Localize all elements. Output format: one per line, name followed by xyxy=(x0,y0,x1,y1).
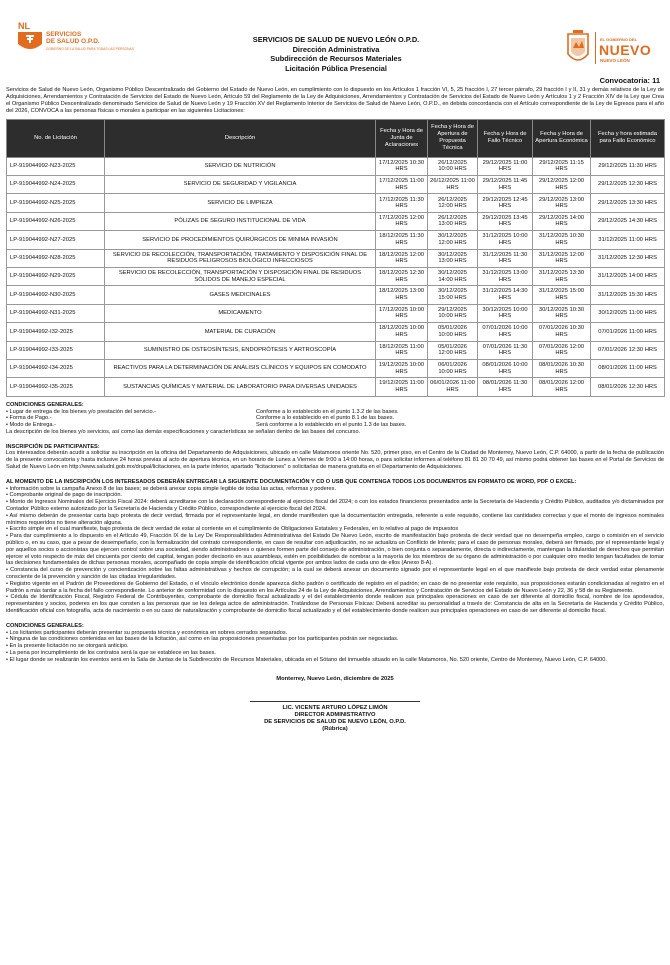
table-row xyxy=(7,249,665,267)
header-licitacion: Licitación Pública Presencial xyxy=(285,63,387,73)
cell-licitacion: LP-919044992-I34-2025 xyxy=(7,359,105,377)
list-item: • Ninguna de las condiciones contenidas en las bases de la licitación, así como en las proposiciones presentadas por los participantes podrán ser negociadas. xyxy=(6,636,664,643)
table-row xyxy=(7,378,665,396)
cell-descripcion: MATERIAL DE CURACIÓN xyxy=(105,323,376,341)
cell-apertura-tecnica: 29/12/2025 10:00 HRS xyxy=(428,304,478,322)
table-row xyxy=(7,359,665,377)
cell-junta: 18/12/2025 11:00 HRS xyxy=(376,341,428,359)
list-item: • Información sobre la campaña Anexo 8 de las bases; se deberá anexar copia simple legible de todas las actas, reformas y poderes. xyxy=(6,486,664,493)
cell-licitacion: LP-919044992-N26-2025 xyxy=(7,212,105,230)
logo-tagline: GOBIERNO DE LA SALUD PARA TODAS LAS PERSONAS xyxy=(46,47,134,51)
cell-descripcion: SERVICIO DE LIMPIEZA xyxy=(105,194,376,212)
cell-licitacion: LP-919044992-N31-2025 xyxy=(7,304,105,322)
cell-junta: 17/12/2025 10:30 HRS xyxy=(376,157,428,175)
cell-fallo-tecnico: 29/12/2025 11:00 HRS xyxy=(478,157,533,175)
header-direccion: Dirección Administrativa xyxy=(292,44,380,54)
list-item: • La pena por incumplimiento de los contratos será la que se establece en las bases. xyxy=(6,650,664,657)
table-row xyxy=(7,286,665,304)
signature-title: DIRECTOR ADMINISTRATIVO xyxy=(294,712,376,718)
cell-apertura-tecnica: 26/12/2025 10:00 HRS xyxy=(428,157,478,175)
cell-apertura-tecnica: 30/12/2025 15:00 HRS xyxy=(428,286,478,304)
cond-value: Conforme a lo establecido en el punto 8.1 de las bases. xyxy=(256,415,395,422)
cell-licitacion: LP-919044992-N25-2025 xyxy=(7,194,105,212)
cell-licitacion: LP-919044992-N29-2025 xyxy=(7,267,105,285)
cell-junta: 18/12/2025 10:00 HRS xyxy=(376,323,428,341)
cell-apertura-tecnica: 05/01/2026 12:00 HRS xyxy=(428,341,478,359)
cell-licitacion: LP-919044992-N23-2025 xyxy=(7,157,105,175)
cell-apertura-tecnica: 30/12/2025 12:00 HRS xyxy=(428,231,478,249)
cell-junta: 18/12/2025 12:30 HRS xyxy=(376,267,428,285)
col-header-licitacion: No. de Licitación xyxy=(7,119,105,157)
inscripcion-text: Los interesados deberán acudir a solicitar su inscripción en la oficina del Departamento de Adquisiciones, ubicado en calle Matamoros oriente No. 520, primer piso, en el Centro de la Ciudad de Monterrey, Nuevo León, C.P. 64000, a partir de la fecha de publicación de la presente convocatoria y hasta inclusive 24 horas previas al acto de apertura técnica, en un horario de Lunes a Viernes de 9:00 a 14:00 horas, o para solicitar informes al teléfono 81 81 30 70 49, así mismo podrá obtener las bases en el Portal de Servicios de Salud de Nuevo León en http://www.saludnl.gob.mx/drupal/licitaciones, en la parte inferior, apartado "licitaciones" o solicitarlas de manera gratuita en el Departamento de Adquisiciones. xyxy=(6,450,664,471)
cell-apertura-economica: 31/12/2025 13:30 HRS xyxy=(533,267,591,285)
servicios-salud-logo xyxy=(16,21,134,58)
cell-apertura-tecnica: 30/12/2025 14:00 HRS xyxy=(428,267,478,285)
table-row xyxy=(7,341,665,359)
signature-line xyxy=(250,701,420,702)
cell-fallo-economico: 29/12/2025 11:30 HRS xyxy=(591,157,665,175)
cell-junta: 19/12/2025 10:00 HRS xyxy=(376,359,428,377)
cell-fallo-tecnico: 31/12/2025 14:30 HRS xyxy=(478,286,533,304)
cell-apertura-economica: 08/01/2026 10:30 HRS xyxy=(533,359,591,377)
gob-line1: EL GOBIERNO DEL xyxy=(600,37,638,42)
list-item: • Comprobante original de pago de inscripción. xyxy=(6,492,664,499)
logo-line2: DE SALUD O.P.D. xyxy=(46,38,100,45)
cell-descripcion: SERVICIO DE NUTRICIÓN xyxy=(105,157,376,175)
cell-fallo-tecnico: 31/12/2025 10:00 HRS xyxy=(478,231,533,249)
cell-apertura-tecnica: 30/12/2025 13:00 HRS xyxy=(428,249,478,267)
cell-descripcion: REACTIVOS PARA LA DETERMINACIÓN DE ANÁLISIS CLÍNICOS Y EQUIPOS EN COMODATO xyxy=(105,359,376,377)
list-item: • Los licitantes participantes deberán presentar su propuesta técnica y económica en sobres cerrados separados. xyxy=(6,630,664,637)
header xyxy=(6,6,664,74)
cell-junta: 17/12/2025 12:00 HRS xyxy=(376,212,428,230)
table-row xyxy=(7,304,665,322)
cell-fallo-economico: 08/01/2026 11:00 HRS xyxy=(591,359,665,377)
cell-descripcion: SERVICIO DE RECOLECCIÓN, TRANSPORTACIÓN Y DISPOSICIÓN FINAL DE RESIDUOS SÓLIDOS DE MANEJO ESPECIAL xyxy=(105,267,376,285)
cell-descripcion: SUSTANCIAS QUÍMICAS Y MATERIAL DE LABORATORIO PARA DIVERSAS UNIDADES xyxy=(105,378,376,396)
cell-licitacion: LP-919044992-I32-2025 xyxy=(7,323,105,341)
condiciones-generales-2 xyxy=(6,623,664,664)
cond-value: Será conforme a lo establecido en el punto 1.3 de las bases. xyxy=(256,422,407,429)
cell-fallo-tecnico: 30/12/2025 10:00 HRS xyxy=(478,304,533,322)
cell-fallo-economico: 07/01/2026 11:00 HRS xyxy=(591,323,665,341)
cell-junta: 18/12/2025 11:30 HRS xyxy=(376,231,428,249)
cell-fallo-economico: 29/12/2025 12:30 HRS xyxy=(591,176,665,194)
cell-apertura-economica: 30/12/2025 10:30 HRS xyxy=(533,304,591,322)
documentacion-list xyxy=(6,486,664,615)
table-row xyxy=(7,176,665,194)
cell-apertura-economica: 08/01/2026 12:00 HRS xyxy=(533,378,591,396)
cell-fallo-tecnico: 29/12/2025 12:45 HRS xyxy=(478,194,533,212)
table-row xyxy=(7,267,665,285)
signature-name: LIC. VICENTE ARTURO LÓPEZ LIMÓN xyxy=(282,704,388,711)
cell-fallo-tecnico: 08/01/2026 11:30 HRS xyxy=(478,378,533,396)
cell-descripcion: PÓLIZAS DE SEGURO INSTITUCIONAL DE VIDA xyxy=(105,212,376,230)
convocatoria-number: Convocatoria: 11 xyxy=(599,76,660,85)
cell-apertura-economica: 29/12/2025 11:15 HRS xyxy=(533,157,591,175)
cell-junta: 17/12/2025 11:30 HRS xyxy=(376,194,428,212)
condiciones2-title: CONDICIONES GENERALES: xyxy=(6,622,84,629)
cell-apertura-tecnica: 05/01/2026 10:00 HRS xyxy=(428,323,478,341)
col-header-apertura-tecnica: Fecha y Hora de Apertura de Propuesta Técnica xyxy=(428,119,478,157)
condiciones-grid xyxy=(6,409,664,429)
cell-fallo-economico: 31/12/2025 12:30 HRS xyxy=(591,249,665,267)
cell-fallo-economico: 31/12/2025 15:30 HRS xyxy=(591,286,665,304)
cell-apertura-tecnica: 26/12/2025 12:00 HRS xyxy=(428,194,478,212)
cell-fallo-economico: 29/12/2025 13:30 HRS xyxy=(591,194,665,212)
list-item: • El lugar donde se realizarán los eventos será en la Sala de Juntas de la Subdirección de Recursos Materiales, ubicada en el Sótano del inmueble situado en la calle Matamoros, No. 520 oriente, Centro de Monterrey, Nuevo León, C.P. 64000. xyxy=(6,657,664,664)
cell-fallo-tecnico: 07/01/2026 10:00 HRS xyxy=(478,323,533,341)
table-row xyxy=(7,157,665,175)
col-header-apertura-economica: Fecha y Hora de Apertura Económica xyxy=(533,119,591,157)
cond-label: • Modo de Entrega.- xyxy=(6,422,256,429)
cell-apertura-economica: 29/12/2025 14:00 HRS xyxy=(533,212,591,230)
cell-licitacion: LP-919044992-N27-2025 xyxy=(7,231,105,249)
condiciones-title: CONDICIONES GENERALES: xyxy=(6,401,84,408)
list-item: • Monto de Ingresos Nominales del Ejercicio Fiscal 2024: deberá acreditarse con la declaración correspondiente al ejercicio fiscal del 2024; o con los estados financieros presentados ante la Secretaría de Hacienda y Crédito Público, auditados y/o dictaminados por Contador Público externo autorizado por la Secretaría de Hacienda y Crédito Público, correspondiente al ejercicio fiscal del 2024. xyxy=(6,499,664,513)
inscripcion-title: INSCRIPCIÓN DE PARTICIPANTES: xyxy=(6,443,100,450)
signature-rubrica: (Rúbrica) xyxy=(322,726,348,733)
condiciones-note: La descripción de los bienes y/o servicios, así como las demás especificaciones y características se señalan dentro de las bases del concurso. xyxy=(6,428,361,435)
cell-apertura-economica: 29/12/2025 12:00 HRS xyxy=(533,176,591,194)
cell-apertura-economica: 07/01/2026 10:30 HRS xyxy=(533,323,591,341)
table-row xyxy=(7,231,665,249)
cond-value: Conforme a lo establecido en el punto 1.3.2 de las bases. xyxy=(256,408,399,415)
cell-apertura-economica: 31/12/2025 12:00 HRS xyxy=(533,249,591,267)
licitaciones-table xyxy=(6,119,665,397)
footer xyxy=(6,676,664,734)
table-row xyxy=(7,323,665,341)
cond-label: • Forma de Pago.- xyxy=(6,415,256,422)
cell-licitacion: LP-919044992-I33-2025 xyxy=(7,341,105,359)
cell-licitacion: LP-919044992-N28-2025 xyxy=(7,249,105,267)
cell-fallo-economico: 07/01/2026 12:30 HRS xyxy=(591,341,665,359)
cell-descripcion: SUMINISTRO DE OSTEOSÍNTESIS, ENDOPRÓTESIS Y ARTROSCOPÍA xyxy=(105,341,376,359)
header-title-block xyxy=(176,35,496,73)
list-item: • En la presente licitación no se otorgará anticipo. xyxy=(6,643,664,650)
state-seal-icon xyxy=(564,28,592,68)
cell-fallo-economico: 30/12/2025 11:00 HRS xyxy=(591,304,665,322)
cell-apertura-economica: 31/12/2025 15:00 HRS xyxy=(533,286,591,304)
col-header-fallo-economico: Fecha y hora estimada para Fallo Económico xyxy=(591,119,665,157)
gob-line3: NUEVO LEÓN xyxy=(600,58,630,63)
documentacion-section xyxy=(6,479,664,615)
cell-junta: 17/12/2025 10:00 HRS xyxy=(376,304,428,322)
list-item: • Registro vigente en el Padrón de Proveedores de Gobierno del Estado, o el vínculo electrónico donde aparezca dicho padrón o certificado de registro en el padrón; en caso de no presentar este requisito, sus proposiciones estarán condicionadas al registro en el Padrón a más tardar a la fecha del fallo correspondiente. Lo anterior de conformidad con lo dispuesto en los Artículos 24 de la Ley de Adquisiciones, Arrendamientos y Contratación de Servicios del Estado de Nuevo León y 22, 36 y 58 de su Reglamento. xyxy=(6,581,664,595)
cell-fallo-tecnico: 31/12/2025 13:00 HRS xyxy=(478,267,533,285)
cell-junta: 19/12/2025 11:00 HRS xyxy=(376,378,428,396)
signature-org: DE SERVICIOS DE SALUD DE NUEVO LEÓN, O.P.D. xyxy=(264,719,406,726)
intro-paragraph: Servicios de Salud de Nuevo León, Organismo Público Descentralizado del Gobierno del Estado de Nuevo León, en cumplimiento con lo dispuesto en los Artículos 1 fracción VI, 5, 25 fracción I, 27 tercer párrafo, 29 fracción I y II, 31 y demás relativos de la Ley de Adquisiciones, Arrendamientos y Contratación de Servicios del Estado de Nuevo León, Artículo 59 del Reglamento de la Ley de Adquisiciones, Arrendamientos y Contratación de Servicios del Estado de Nuevo León y Artículos 1 y 2 Fracción XIV de la Ley que Crea el Organismo Público Descentralizado denominado Servicios de Salud de Nuevo León y 19 Fracción XV del Reglamento Interior de Servicios de Salud de Nuevo León, O.P.D., en debida concordancia con el Artículo correspondiente de la Ley de Egresos para el año del 2026, CONVOCA a las personas físicas o morales a participar en las siguientes Licitaciones: xyxy=(6,87,664,114)
cell-descripcion: SERVICIO DE SEGURIDAD Y VIGILANCIA xyxy=(105,176,376,194)
table-header-row xyxy=(7,119,665,157)
cond-label: • Lugar de entrega de los bienes y/o prestación del servicio.- xyxy=(6,409,256,416)
cell-licitacion: LP-919044992-N24-2025 xyxy=(7,176,105,194)
inscripcion-section xyxy=(6,444,664,471)
list-item: • Así mismo deberán de presentar carta bajo protesta de decir verdad, firmada por el representante legal, en donde manifiesten que la documentación entregada, referente a este requisito, contiene las cantidades correctas y que el monto de ingresos nominales mínimos requeridos no tiene alteración alguna. xyxy=(6,513,664,527)
condiciones-generales xyxy=(6,402,664,436)
cell-fallo-economico: 29/12/2025 14:30 HRS xyxy=(591,212,665,230)
cell-fallo-tecnico: 29/12/2025 11:45 HRS xyxy=(478,176,533,194)
table-row xyxy=(7,212,665,230)
cell-descripcion: MEDICAMENTO xyxy=(105,304,376,322)
col-header-junta: Fecha y Hora de Junta de Aclaraciones xyxy=(376,119,428,157)
cell-fallo-economico: 31/12/2025 11:00 HRS xyxy=(591,231,665,249)
documentacion-title: AL MOMENTO DE LA INSCRIPCIÓN LOS INTERESADOS DEBERÁN ENTREGAR LA SIGUIENTE DOCUMENTACIÓN Y CD O USB QUE CONTENGA TODOS LOS DOCUMENTOS EN FORMATO DE WORD, PDF O EXCEL: xyxy=(6,478,577,485)
place-date: Monterrey, Nuevo León, diciembre de 2025 xyxy=(276,675,394,682)
cell-licitacion: LP-919044992-I35-2025 xyxy=(7,378,105,396)
list-item: • Constancia del curso de prevención y concientización sobre las faltas administrativas y hechos de corrupción; a la cual se deberá anexar un documento signado por el representante legal en el que manifieste bajo protesta de decir verdad estar plenamente consciente de la prevención y sanción de las citadas irregularidades. xyxy=(6,567,664,581)
cell-descripcion: SERVICIO DE RECOLECCIÓN, TRANSPORTACIÓN, TRATAMIENTO Y DISPOSICIÓN FINAL DE RESIDUOS PELIGROSOS BIOLÓGICO INFECCIOSOS xyxy=(105,249,376,267)
condiciones2-list xyxy=(6,630,664,664)
header-org: SERVICIOS DE SALUD DE NUEVO LEÓN O.P.D. xyxy=(252,35,420,44)
cell-apertura-economica: 07/01/2026 12:00 HRS xyxy=(533,341,591,359)
list-item: • Cédula de Identificación Fiscal, Registro Federal de Contribuyentes, comprobante de domicilio fiscal actualizado y el del establecimiento donde realicen sus principales operaciones en caso de ser diferente al domicilio fiscal, nombre de los apoderados, representantes y socios, poderes en los que consten a las personas que se les delega actos de administración. Tratándose de Personas Físicas: Deberá acreditar su personalidad a través de: Constancia de alta en la Secretaría de Hacienda y Crédito Público, identificación oficial con fotografía, acta de nacimiento o en su caso de naturalización y comprobante de domicilio fiscal actualizado y el del establecimiento donde realicen sus principales operaciones en caso de ser diferente al domicilio fiscal. xyxy=(6,594,664,614)
logo-divider xyxy=(595,32,596,64)
cell-junta: 18/12/2025 13:00 HRS xyxy=(376,286,428,304)
logo-nl-text: NL xyxy=(18,21,30,31)
cell-apertura-tecnica: 26/12/2025 11:00 HRS xyxy=(428,176,478,194)
cell-fallo-economico: 31/12/2025 14:00 HRS xyxy=(591,267,665,285)
header-subdireccion: Subdirección de Recursos Materiales xyxy=(270,54,402,64)
cell-fallo-tecnico: 08/01/2026 10:00 HRS xyxy=(478,359,533,377)
cell-fallo-tecnico: 29/12/2025 13:45 HRS xyxy=(478,212,533,230)
cell-junta: 17/12/2025 11:00 HRS xyxy=(376,176,428,194)
cell-apertura-economica: 29/12/2025 13:00 HRS xyxy=(533,194,591,212)
col-header-descripcion: Descripción xyxy=(105,119,376,157)
table-row xyxy=(7,194,665,212)
gob-line2: NUEVO xyxy=(599,42,652,58)
cell-descripcion: SERVICIO DE PROCEDIMIENTOS QUIRÚRGICOS DE MINIMA INVASIÓN xyxy=(105,231,376,249)
cell-apertura-tecnica: 06/01/2026 11:00 HRS xyxy=(428,378,478,396)
cell-apertura-tecnica: 26/12/2025 13:00 HRS xyxy=(428,212,478,230)
cell-fallo-tecnico: 31/12/2025 11:30 HRS xyxy=(478,249,533,267)
list-item: • Para dar cumplimiento a lo dispuesto en el Artículo 49, Fracción IX de la Ley De Responsabilidades Administrativas del Estado De Nuevo León, escrito de manifestación bajo protesta de decir verdad que no desempeña empleo, cargo o comisión en el servicio público o, en su caso, que a pesar de desempeñarlo, con la formalización del contrato correspondiente, en caso de resultar con adjudicación, no se actualiza un Conflicto de Interés; para el caso de personas morales, deberá ser firmado, por el representante legal y por aquellos socios o accionistas que ejercen control sobre una sociedad, siendo administradores o quienes formen parte del consejo de administración, o bien conjunta o separadamente, directa o indirectamente, mantengan la titularidad de derechos que permitan ejercer el voto respecto de más del cincuenta por ciento del capital, tengan poder decisorio en sus asambleas, estén en posibilidades de nombrar a la mayoría de los miembros de su órgano de administración o por cualquier otro medio tengan facultades de tomar las decisiones fundamentales de dichas personas morales, acompañado de copia simple de identificación oficial vigente por ambos lados de cada uno de ellos (Anexo 8-A). xyxy=(6,533,664,567)
cell-apertura-tecnica: 06/01/2026 10:00 HRS xyxy=(428,359,478,377)
cell-fallo-tecnico: 07/01/2026 11:30 HRS xyxy=(478,341,533,359)
logo-line1: SERVICIOS xyxy=(46,31,82,38)
cell-junta: 18/12/2025 12:00 HRS xyxy=(376,249,428,267)
gobierno-nuevo-leon-logo xyxy=(564,28,660,70)
cell-apertura-economica: 31/12/2025 10:30 HRS xyxy=(533,231,591,249)
cell-fallo-economico: 08/01/2026 12:30 HRS xyxy=(591,378,665,396)
col-header-fallo-tecnico: Fecha y Hora de Fallo Técnico xyxy=(478,119,533,157)
list-item: • Escrito simple en el cual manifieste, bajo protesta de decir verdad de estar al corriente en el cumplimiento de Obligaciones Estatales y Federales, en lo relativo al pago de impuestos xyxy=(6,526,664,533)
cell-licitacion: LP-919044992-N30-2025 xyxy=(7,286,105,304)
cell-descripcion: GASES MEDICINALES xyxy=(105,286,376,304)
